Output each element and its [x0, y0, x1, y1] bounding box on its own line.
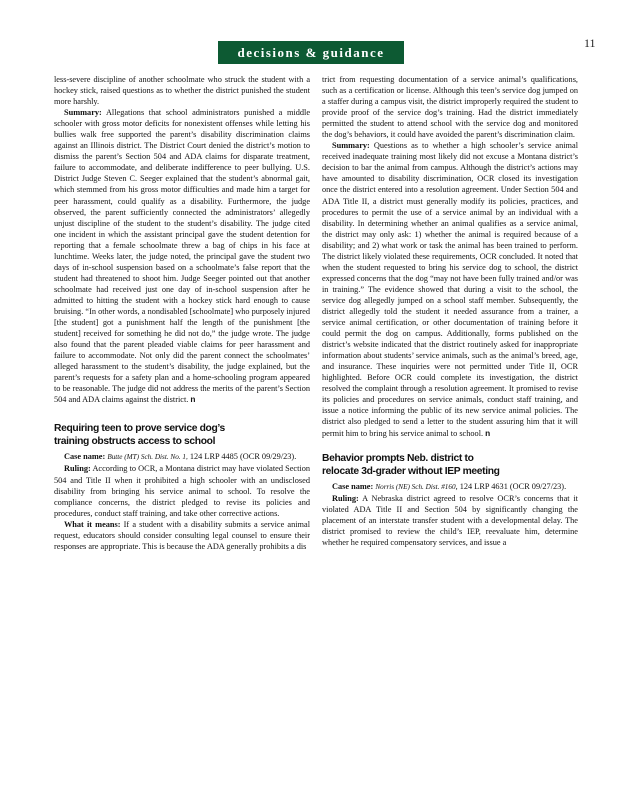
ruling-label: Ruling: [332, 493, 359, 503]
left-column [54, 74, 310, 552]
case-reference: 124 LRP 4485 (OCR 09/29/23). [189, 452, 297, 462]
ruling-paragraph [54, 463, 310, 518]
end-of-article-mark: n [190, 394, 196, 405]
case-citation: Norris (NE) Sch. Dist. #160 [375, 482, 456, 491]
ruling-paragraph [322, 493, 578, 548]
summary-label: Summary: [332, 141, 370, 151]
case-name-label: Case name: [332, 481, 374, 491]
page-number: 11 [584, 36, 596, 50]
article-continuation-paragraph: less-severe discipline of another schoolmate who struck the student with a hockey stick, raised questions as to whether the district punished the student more harshly. [54, 75, 310, 107]
summary-text: Allegations that school administrators punished a middle schooler with gross motor deficits for nonexistent offenses while letting his bullies walk free supported the parent’s disability discrimination claims against an Illinois district. The District Court denied the district’s motion to dismiss the parent’s Section 504 and ADA claims for disparate treatment, failure to accommodate, and deliberate indifference to peer bullying. U.S. District Judge Steven C. Seeger explained that the student’s abnormal gait, which stemmed from his gross motor difficulties and made him a target for peer harassment, could qualify as a disability. Furthermore, the judge observed, the parent sufficiently connected the administrators’ allegedly unjust discipline of the student to the student’s disability. The judge cited one incident in which the assistant principal gave the student detention for reporting that a female schoolmate threw a bag of chips in his face at lunchtime. Weeks later, the judge noted, the principal gave the student two days of in-school suspension based on a schoolmate’s false report that the student had threatened to shoot him. Judge Seeger pointed out that another schoolmate had received just one day of in-school suspension after he admitted to hitting the student with a hockey stick hard enough to cause bruising. “In other words, a nondisabled [schoolmate] who purposely injured [the student] got a punishment half the length of the punishment [the student] received for something he did not do,” the judge wrote. The judge also found that the parent pleaded viable claims for peer harassment and failure to accommodate. Not only did the parent connect the schoolmates’ alleged harassment to the student’s disability, the judge explained, but the parent’s requests for a safety plan and a home-schooling program appeared to be reasonable. The judge did not address the merits of the parent’s Section 504 and ADA claims against the district. [54, 108, 310, 405]
right-column [322, 74, 578, 548]
what-it-means-paragraph [54, 519, 310, 552]
what-it-means-label: What it means: [64, 519, 121, 529]
end-of-article-mark: n [485, 427, 491, 438]
case-name-paragraph [322, 481, 578, 493]
article-continuation-paragraph: trict from requesting documentation of a service animal’s qualifications, such as a certification or license. Although this teen’s service dog jumped on a staffer during a campus visit, the district improperly required the student to provide proof of the service dog’s training. Had the district immediately permitted the student to attend school with the service dog and monitored the dog’s behaviors, it could have avoided the parent’s discrimination claim. [322, 75, 578, 140]
section-header-bar [218, 41, 404, 64]
headline-line: Behavior prompts Neb. district to [322, 452, 474, 464]
headline-line: Requiring teen to prove service dog’s [54, 423, 225, 435]
summary-paragraph [54, 107, 310, 405]
headline-line: training obstructs access to school [54, 436, 216, 448]
article-headline [54, 422, 310, 448]
case-name-paragraph [54, 451, 310, 463]
summary-text: Questions as to whether a high schooler’s service animal received inadequate training most likely did not excuse a Montana district’s decision to bar the animal from campus. Although the district’s actions may have amounted to disability discrimination, OCR closed its investigation once the district entered into a resolution agreement. Under Section 504 and ADA Title II, a district must generally modify its policies, practices, and procedures to permit the use of a service animal by an individual with a disability. In determining whether an animal qualifies as a service animal, the district may only ask: 1) whether the animal is required because of a disability; and 2) what work or task the animal has been trained to perform. The district likely violated these requirements, OCR concluded. It noted that when the student requested to bring his service dog to school, the district expressed concerns that the dog “may not have been fully trained and/or was in training.” The evidence showed that during a visit to the school, the service dog allegedly jumped on a school staff member. Subsequently, the district allegedly told the student it needed assurance from a trainer, a service animal certification, or other documentation of training before it could permit the dog on campus. Additionally, forms published on the district’s website indicated that the district routinely asked for inappropriate information about students’ service animals, such as the animal’s breed, age, and insurance. These inquiries were not permitted under Title II, OCR highlighted. Before OCR could complete its investigation, the district resolved the complaint through a resolution agreement. It promised to revise its policies and procedures on service animals, conduct staff training, and issue a notice informing the public of its new service animal policies. The district also pledged to send a letter to the student assuring him that it will permit him to bring his service animal to school. [322, 141, 578, 438]
case-citation: Butte (MT) Sch. Dist. No. 1, [107, 453, 188, 462]
ruling-text: A Nebraska district agreed to resolve OCR’s concerns that it violated ADA Title II and Section 504 by significantly changing the placement of an interstate transfer student with a developmental delay. The district promised to review the child’s IEP, reevaluate him, determine whether he required compensatory services, and issue a [322, 493, 578, 547]
ruling-label: Ruling: [64, 464, 91, 474]
article-headline [322, 452, 578, 478]
case-reference: , 124 LRP 4631 (OCR 09/27/23). [455, 481, 567, 491]
ruling-text: According to OCR, a Montana district may have violated Section 504 and Title II when it prohibited a high schooler with an undisclosed disability from bringing his service animal to school. To resolve the compliance concerns, the district pledged to revise its policies and procedures, conduct staff training, and take other corrective actions. [54, 464, 310, 518]
what-it-means-text: If a student with a disability submits a service animal request, educators should consider consulting legal counsel to ensure their responses are appropriate. This is because the ADA generally prohibits a dis [54, 519, 310, 551]
case-name-label: Case name: [64, 452, 106, 462]
summary-label: Summary: [64, 108, 102, 118]
summary-paragraph [322, 140, 578, 438]
section-header-title: decisions & guidance [237, 44, 385, 60]
headline-line: relocate 3d-grader without IEP meeting [322, 465, 500, 477]
